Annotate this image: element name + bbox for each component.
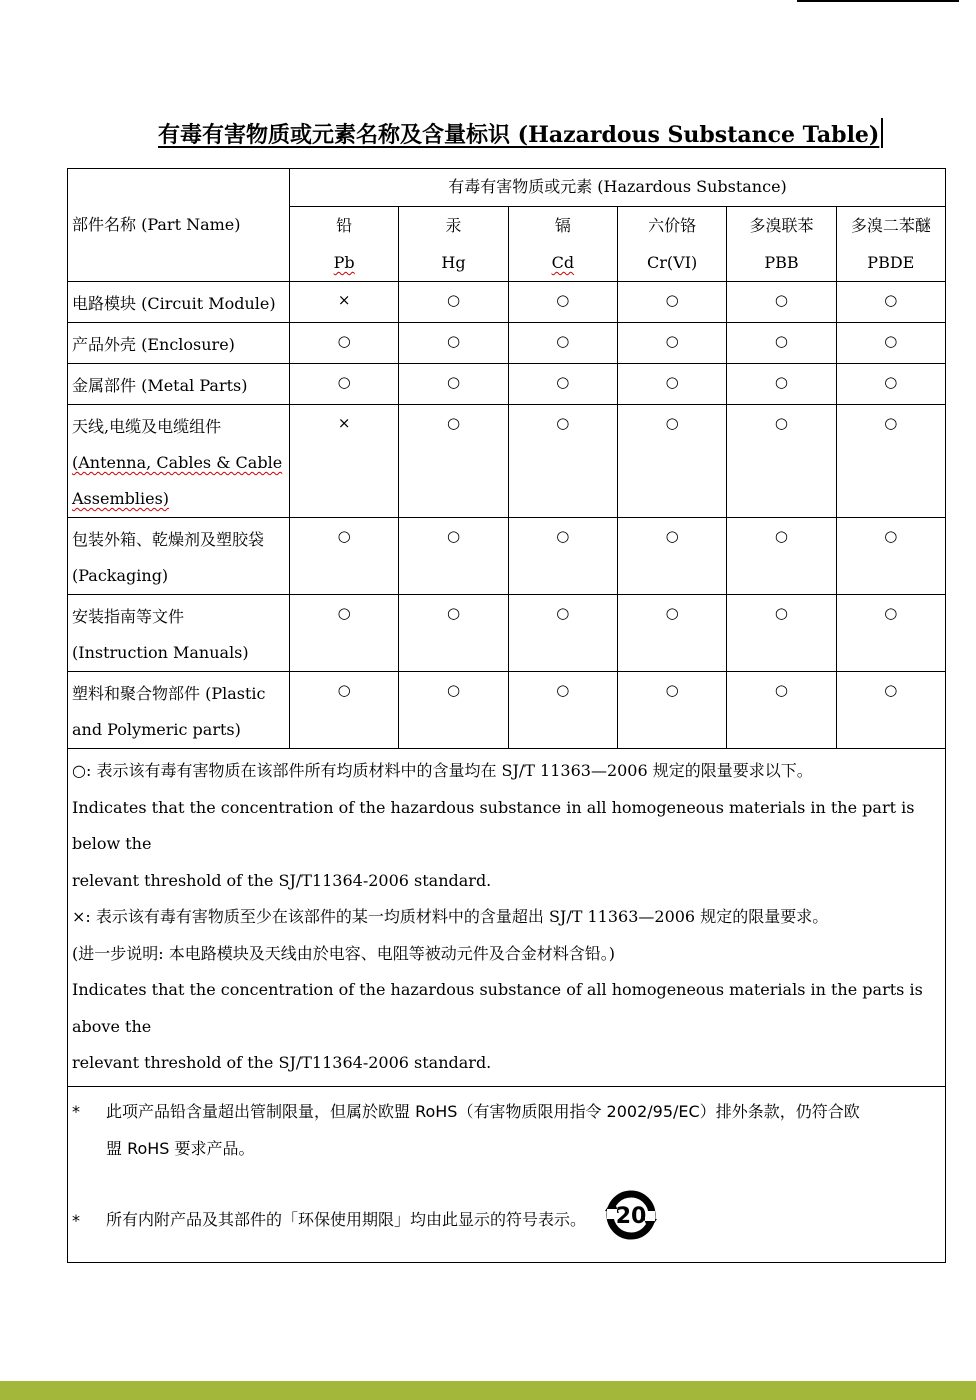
value-cell: ○ (337, 373, 351, 391)
column-symbol: Cd (551, 253, 575, 272)
note-item: * 所有内附产品及其部件的「环保使用期限」均由此显示的符号表示。 20 (72, 1185, 945, 1256)
value-cell: ○ (774, 332, 789, 350)
value-cell: ○ (556, 291, 570, 309)
column-symbol: Cr(VI) (647, 253, 698, 272)
value-cell: ○ (556, 414, 570, 432)
value-cell: ○ (665, 373, 679, 391)
value-cell: ○ (556, 527, 570, 545)
hazardous-substance-table (67, 168, 946, 1263)
value-cell: ○ (337, 332, 351, 350)
value-cell: ○ (446, 527, 461, 545)
table-row (68, 323, 946, 364)
column-cn: 多溴联苯 (749, 216, 814, 235)
value-cell: ○ (774, 527, 789, 545)
legend-line: Indicates that the concentration of the hazardous substance in all homogeneous materials in the part is below the (72, 797, 915, 853)
notes-cell (68, 1086, 946, 1262)
value-cell: ○ (665, 414, 679, 432)
value-cell: ○ (884, 291, 898, 309)
value-cell: ○ (665, 291, 679, 309)
table-row (68, 282, 946, 323)
page-title: 有毒有害物质或元素名称及含量标识 (Hazardous Substance Table) (158, 118, 883, 149)
value-cell: ○ (774, 291, 789, 309)
value-cell: ○ (884, 527, 898, 545)
value-cell: ○ (446, 373, 461, 391)
footer-accent-bar (0, 1381, 976, 1400)
value-cell: ○ (884, 681, 898, 699)
value-cell: ○ (774, 604, 789, 622)
part-name-cell: 产品外壳 (Enclosure) (68, 323, 290, 364)
value-cell: ○ (556, 681, 570, 699)
note-text: 此项产品铅含量超出管制限量，但属於欧盟 RoHS（有害物质限用指令 2002/95/EC）排外条款，仍符合欧 (106, 1101, 860, 1121)
legend-line: ○: 表示该有毒有害物质在该部件所有均质材料中的含量均在 SJ/T 11363—2006 规定的限量要求以下。 (72, 761, 813, 780)
table-row (68, 405, 946, 518)
value-cell: ○ (446, 604, 461, 622)
value-cell: ○ (884, 414, 898, 432)
column-cn: 铅 (336, 216, 353, 235)
part-name-cell: 包装外箱、乾燥剂及塑胶袋 (Packaging) (68, 518, 290, 595)
legend-line: relevant threshold of the SJ/T11364-2006 standard. (72, 1053, 492, 1072)
substance-header: 有毒有害物质或元素 (Hazardous Substance) (290, 169, 946, 207)
value-cell: ○ (556, 373, 570, 391)
value-cell: ○ (446, 332, 461, 350)
part-name-header: 部件名称 (Part Name) (68, 169, 290, 282)
value-cell: ○ (665, 527, 679, 545)
part-name-cell: 塑料和聚合物部件 (Plastic and Polymeric parts) (68, 672, 290, 749)
part-name-cell: 电路模块 (Circuit Module) (68, 282, 290, 323)
column-cn: 汞 (445, 216, 462, 235)
value-cell: ○ (337, 604, 351, 622)
column-cn: 多溴二苯醚 (850, 216, 931, 235)
value-cell: ○ (774, 681, 789, 699)
part-name-cell: 金属部件 (Metal Parts) (68, 364, 290, 405)
notes-row (68, 1086, 946, 1262)
value-cell: ○ (446, 414, 461, 432)
table-row (68, 672, 946, 749)
value-cell: ○ (774, 373, 789, 391)
value-cell: ○ (774, 414, 789, 432)
column-symbol: PBDE (867, 253, 915, 272)
column-cn: 镉 (554, 216, 571, 235)
header-rule (797, 0, 959, 2)
column-symbol: Hg (441, 253, 466, 272)
legend-line: (进一步说明: 本电路模块及天线由於电容、电阻等被动元件及合金材料含铅。) (72, 943, 615, 963)
note-item: * 此项产品铅含量超出管制限量，但属於欧盟 RoHS（有害物质限用指令 2002/95/EC）排外条款，仍符合欧 盟 RoHS 要求产品。 (72, 1101, 860, 1158)
note-text: 所有内附产品及其部件的「环保使用期限」均由此显示的符号表示。 (106, 1209, 587, 1229)
legend-line: ×: 表示该有毒有害物质至少在该部件的某一均质材料中的含量超出 SJ/T 11363—2006 规定的限量要求。 (72, 907, 829, 926)
value-cell: ○ (337, 527, 351, 545)
column-symbol: PBB (764, 253, 799, 272)
environmental-protection-use-period-icon (599, 1185, 663, 1256)
value-cell: ○ (665, 604, 679, 622)
legend-line: Indicates that the concentration of the hazardous substance of all homogeneous materials in the parts is above the (72, 980, 923, 1036)
text-cursor (881, 118, 883, 148)
value-cell: ○ (884, 332, 898, 350)
part-name-cell: 安装指南等文件 (Instruction Manuals) (68, 595, 290, 672)
table-row (68, 595, 946, 672)
part-name-cell: 天线,电缆及电缆组件 (Antenna, Cables & Cable Assemblies) (68, 405, 290, 518)
column-cn: 六价铬 (648, 216, 697, 235)
table-row (68, 518, 946, 595)
value-cell: ○ (446, 291, 461, 309)
value-cell: ○ (665, 332, 679, 350)
note-text: 盟 RoHS 要求产品。 (106, 1138, 255, 1158)
value-cell: ○ (556, 332, 570, 350)
legend-row (68, 749, 946, 1087)
value-cell: ○ (665, 681, 679, 699)
value-cell: × (337, 414, 351, 432)
value-cell: × (337, 291, 351, 309)
table-row (68, 364, 946, 405)
table-header-row (68, 169, 946, 207)
value-cell: ○ (884, 373, 898, 391)
value-cell: ○ (884, 604, 898, 622)
legend-line: relevant threshold of the SJ/T11364-2006 standard. (72, 870, 492, 890)
value-cell: ○ (556, 604, 570, 622)
column-symbol: Pb (333, 253, 355, 272)
legend-cell (68, 749, 946, 1087)
eco-symbol-number: 20 (615, 1203, 647, 1229)
value-cell: ○ (446, 681, 461, 699)
value-cell: ○ (337, 681, 351, 699)
